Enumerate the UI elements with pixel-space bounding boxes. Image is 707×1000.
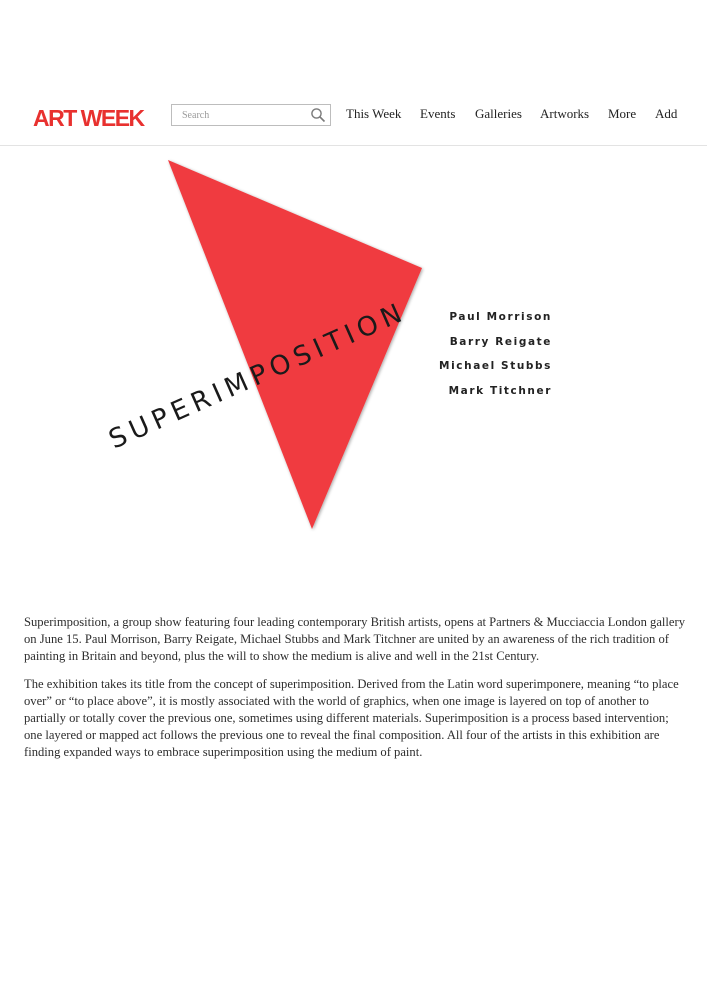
article-paragraph: Superimposition, a group show featuring four leading contemporary British artists, opens at Partners & Mucciaccia London gallery on June 15. Paul Morrison, Barry Reigate, Michael Stubbs and Mark Titchner are united by an awareness of the rich tradition of painting in Britain and beyond, plus the will to show the medium is alive and well in the 21st Century. xyxy=(24,615,686,663)
artist-name: Michael Stubbs xyxy=(439,360,552,372)
site-header xyxy=(0,95,707,146)
search-box[interactable] xyxy=(171,104,331,126)
artist-name: Paul Morrison xyxy=(449,311,552,323)
article-paragraph: The exhibition takes its title from the concept of superimposition. Derived from the Latin word superimponere, meaning “to place over” or “to place above”, it is mostly associated with the world of graphics, when one image is layered on top of another to partially or totally cover the previous one, sometimes using different materials. Superimposition is a process based intervention; one layered or mapped act follows the previous one to reveal the final composition. All four of the artists in this exhibition are finding expanded ways to embrace superimposition using the medium of paint. xyxy=(24,677,679,759)
nav-add[interactable]: Add xyxy=(655,106,678,121)
poster-title: SUPERIMPOSITION xyxy=(104,296,412,456)
search-icon[interactable] xyxy=(310,107,326,123)
nav-galleries[interactable]: Galleries xyxy=(475,106,522,121)
search-input[interactable] xyxy=(172,105,312,125)
nav-artworks[interactable]: Artworks xyxy=(540,106,590,121)
artist-name: Barry Reigate xyxy=(449,336,552,348)
nav-this-week[interactable]: This Week xyxy=(346,106,402,121)
artist-name: Mark Titchner xyxy=(448,385,552,397)
article-body xyxy=(24,614,686,772)
poster-artwork xyxy=(0,146,707,596)
nav-more[interactable]: More xyxy=(608,106,637,121)
exhibition-poster xyxy=(0,146,707,596)
nav-events[interactable]: Events xyxy=(420,106,456,121)
site-logo[interactable]: ART WEEK xyxy=(33,105,144,131)
